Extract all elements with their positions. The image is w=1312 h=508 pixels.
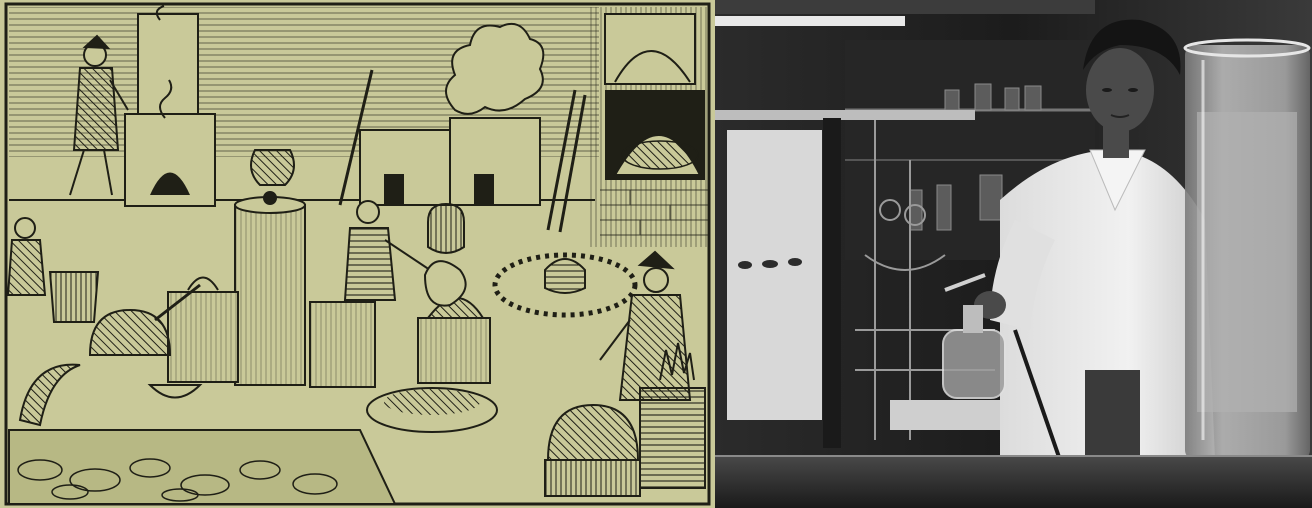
- crucible-stand: [545, 460, 640, 496]
- covered-pot: [428, 204, 464, 253]
- glass-cylinder: [1185, 40, 1310, 460]
- cylinder-furnace-tall: [235, 192, 305, 385]
- bucket: [50, 272, 98, 322]
- eye-left: [1102, 88, 1112, 92]
- chimney: [138, 14, 198, 114]
- oven-coals: [622, 141, 698, 169]
- face: [1086, 48, 1154, 132]
- upper-furnace: [605, 14, 695, 84]
- hood-frame: [715, 110, 975, 120]
- pot-in-ring: [545, 259, 585, 293]
- chromatography-paper: [727, 130, 822, 420]
- lab-photograph: [715, 0, 1312, 508]
- block-furnaces: [360, 118, 540, 205]
- cylinder-furnace-left: [168, 278, 238, 383]
- ore-pile: [384, 389, 480, 415]
- lab-photograph-panel: [715, 0, 1312, 508]
- front-ledge: [9, 430, 395, 504]
- lab-bench: [715, 455, 1312, 508]
- hood-post: [823, 118, 841, 448]
- upper-shelf: [715, 0, 1095, 14]
- skirt: [1085, 370, 1140, 460]
- cylinder-furnace-mid: [310, 302, 375, 387]
- jug: [251, 150, 294, 185]
- barrel-furnace: [640, 388, 705, 488]
- ceiling-light: [715, 16, 905, 26]
- eye-right: [1128, 88, 1138, 92]
